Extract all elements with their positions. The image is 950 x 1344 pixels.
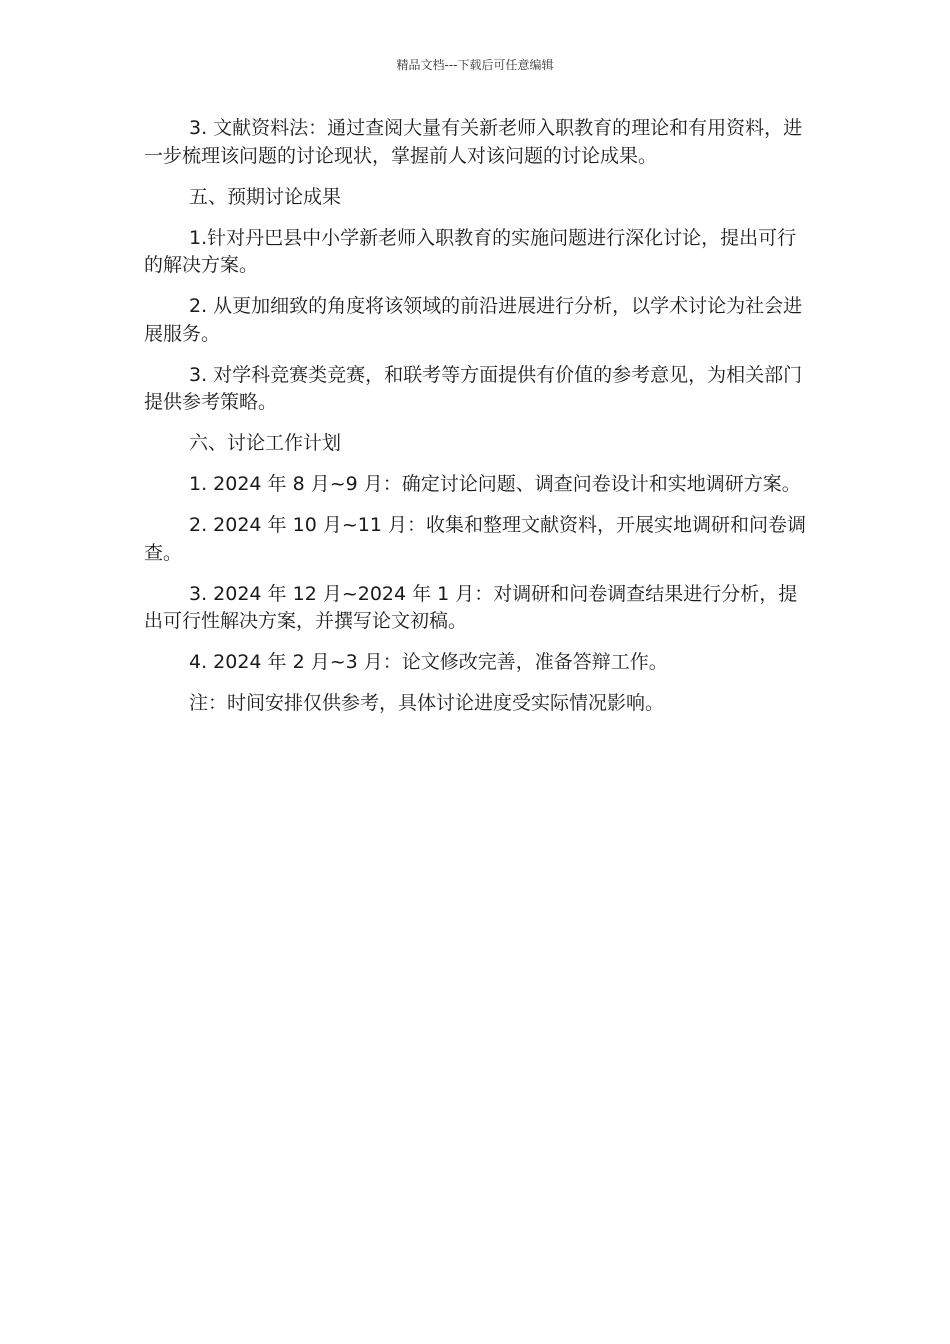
paragraph-plan-1: 1. 2024 年 8 月~9 月：确定讨论问题、调查问卷设计和实地调研方案。: [189, 473, 801, 495]
paragraph-result-1: 1.针对丹巴县中小学新老师入职教育的实施问题进行深化讨论，提出可行的解决方案。: [144, 226, 797, 276]
section-heading-work-plan: 六、讨论工作计划: [189, 432, 342, 454]
paragraph-plan-2: 2. 2024 年 10 月~11 月：收集和整理文献资料，开展实地调研和问卷调查。: [144, 514, 806, 564]
document-body: [144, 115, 808, 731]
paragraph-result-2: 2. 从更加细致的角度将该领域的前沿进展进行分析，以学术讨论为社会进展服务。: [144, 295, 803, 345]
section-heading-expected-results: 五、预期讨论成果: [189, 185, 342, 208]
paragraph-note: 注：时间安排仅供参考，具体讨论进度受实际情况影响。: [189, 692, 665, 714]
paragraph-plan-4: 4. 2024 年 2 月~3 月：论文修改完善，准备答辩工作。: [189, 651, 668, 673]
paragraph-method-literature: 3. 文献资料法：通过查阅大量有关新老师入职教育的理论和有用资料，进一步梳理该问题的讨论现状，掌握前人对该问题的讨论成果。: [144, 117, 803, 167]
paragraph-result-3: 3. 对学科竞赛类竞赛，和联考等方面提供有价值的参考意见，为相关部门提供参考策略。: [144, 363, 803, 413]
page-header: 精品文档---下载后可任意编辑: [396, 58, 554, 72]
paragraph-plan-3: 3. 2024 年 12 月~2024 年 1 月：对调研和问卷调查结果进行分析，提出可行性解决方案，并撰写论文初稿。: [144, 582, 798, 632]
